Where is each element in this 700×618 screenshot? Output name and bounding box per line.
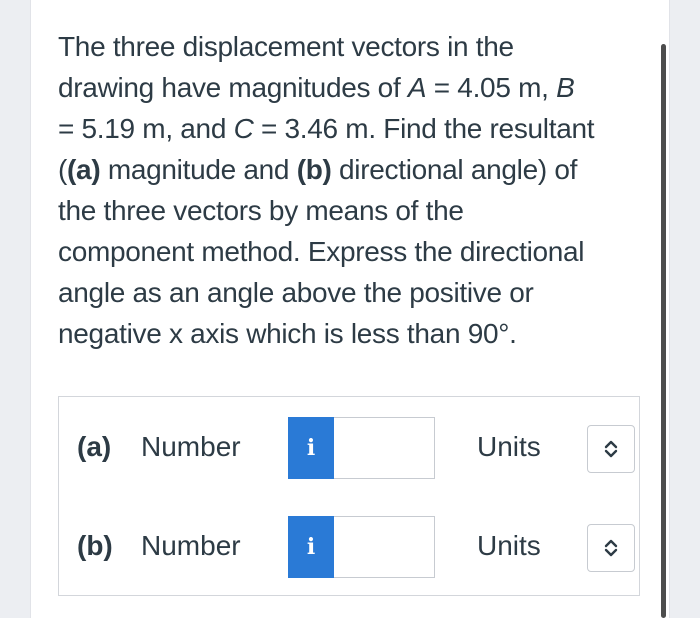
units-select-b[interactable] (587, 524, 635, 572)
answer-row-b (59, 516, 639, 578)
units-select-a[interactable] (587, 425, 635, 473)
info-icon[interactable] (288, 516, 334, 578)
part-label-a: (a) (77, 431, 112, 462)
info-icon[interactable] (288, 417, 334, 479)
variable-c: C (233, 113, 254, 144)
question-line: The three displacement vectors in the (58, 31, 514, 62)
question-line: = 5.19 m, and C = 3.46 m. Find the resultant (58, 113, 595, 144)
up-down-chevron-icon (603, 538, 619, 558)
question-line: drawing have magnitudes of A = 4.05 m, B (58, 72, 575, 103)
info-icon-glyph: i (306, 534, 316, 560)
info-icon-glyph: i (306, 435, 316, 461)
question-text (58, 26, 638, 354)
units-label-a: Units (477, 431, 541, 462)
number-label-b: Number (141, 530, 241, 561)
variable-b: B (556, 72, 575, 103)
question-line: negative x axis which is less than 90°. (58, 318, 517, 349)
answer-box (58, 396, 640, 596)
up-down-chevron-icon (603, 439, 619, 459)
number-label-a: Number (141, 431, 241, 462)
part-a-ref: (a) (67, 154, 101, 185)
units-label-b: Units (477, 530, 541, 561)
question-line: component method. Express the directional (58, 236, 585, 267)
number-input-a[interactable] (334, 417, 435, 479)
variable-a: A (407, 72, 427, 103)
number-input-b[interactable] (334, 516, 435, 578)
part-label-b: (b) (77, 530, 113, 561)
question-line: the three vectors by means of the (58, 195, 464, 226)
question-line: ((a) magnitude and (b) directional angle) of (58, 154, 578, 185)
part-b-ref: (b) (296, 154, 332, 185)
scrollbar[interactable] (661, 44, 666, 618)
answer-row-a (59, 417, 639, 479)
question-line: angle as an angle above the positive or (58, 277, 534, 308)
